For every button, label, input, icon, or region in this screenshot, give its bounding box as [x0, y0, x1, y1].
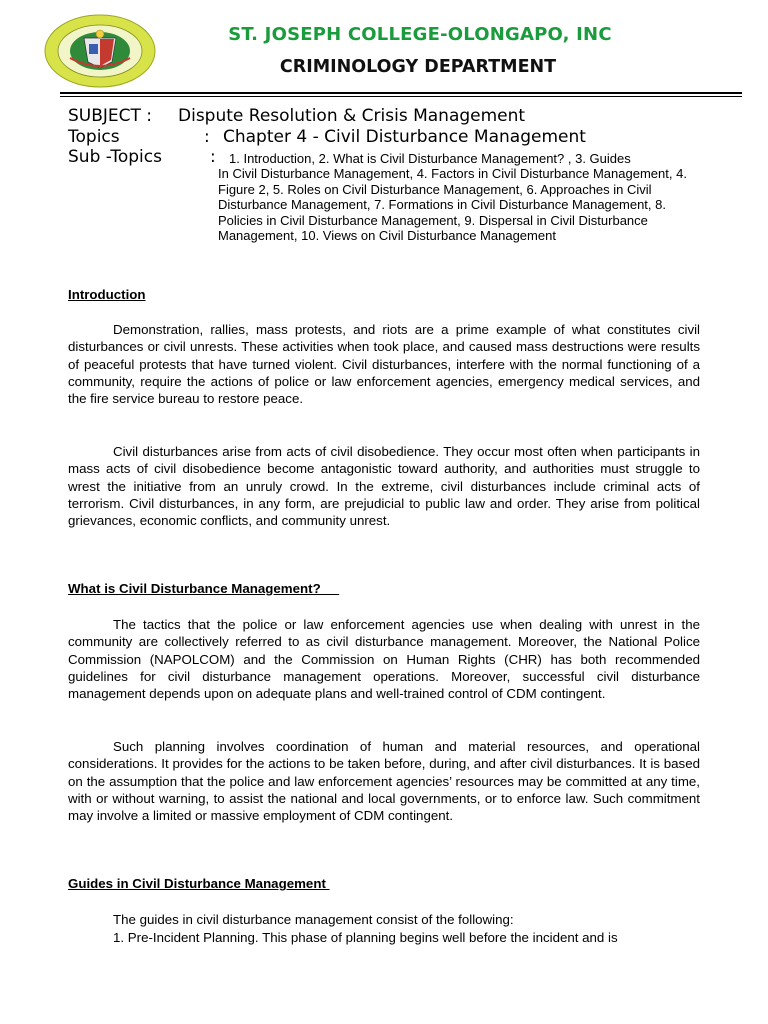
subject-value: Dispute Resolution & Crisis Management [178, 106, 526, 126]
subtopics-label: Sub -Topics [68, 147, 162, 167]
what-is-cdm-paragraph-1: The tactics that the police or law enforcement agencies use when dealing with unrest in the community are collectively referred to as civil disturbance management. Moreover, the National Police Commission (NAPOLCOM) and the Commission on Human Rights (CHR) has both recommended guidelines for civil disturbance management operations. Moreover, successful civil disturbance management depends upon on adequate plans and well-trained control of CDM contingent. [68, 617, 700, 702]
topics-value: Chapter 4 - Civil Disturbance Management [223, 127, 586, 147]
what-is-cdm-heading: What is Civil Disturbance Management? [68, 581, 340, 596]
what-is-cdm-paragraph-2: Such planning involves coordination of human and material resources, and operational considerations. It provides for the actions to be taken before, during, and after civil disturbances. It is based on the assumption that the police and law enforcement agencies’ resources may be committed at any time, with or without warning, to assist the national and local governments, or to enforce law. Such commitment may involve a limited or massive employment of CDM contingent. [68, 739, 700, 824]
header-rule-thin [60, 96, 742, 97]
topics-colon: : [204, 127, 210, 147]
header-rule-thick [60, 92, 742, 94]
guides-item-1: 1. Pre-Incident Planning. This phase of planning begins well before the incident and is [113, 930, 618, 945]
subtopics-list [218, 151, 708, 243]
college-name: ST. JOSEPH COLLEGE-OLONGAPO, INC [228, 24, 612, 45]
topics-label: Topics [68, 127, 120, 147]
subject-label: SUBJECT : [68, 106, 153, 126]
guides-intro: The guides in civil disturbance management consist of the following: [113, 912, 514, 927]
subtopics-colon: : [210, 147, 216, 167]
introduction-paragraph-2: Civil disturbances arise from acts of civil disobedience. They occur most often when participants in mass acts of civil disobedience become antagonistic toward authority, and authorities must struggle to wrest the initiative from an unruly crowd. In the extreme, civil disturbances include criminal acts of terrorism. Civil disturbances, in any form, are prejudicial to public law and order. They arise from political grievances, economic conflicts, and community unrest. [68, 444, 700, 529]
subtopics-first-line: 1. Introduction, 2. What is Civil Disturbance Management? , 3. Guides [229, 151, 631, 166]
guides-heading: Guides in Civil Disturbance Management [68, 876, 330, 891]
department-name: CRIMINOLOGY DEPARTMENT [279, 57, 557, 77]
document-header [0, 0, 768, 100]
introduction-paragraph-1: Demonstration, rallies, mass protests, and riots are a prime example of what constitutes civil disturbances or civil unrests. These activities when took place, and caused mass destructions were results of peaceful protests that have turned violent. Civil disturbances, interfere with the normal functioning of a community, require the actions of police or law enforcement agencies, emergency medical services, and the fire service bureau to restore peace. [68, 322, 700, 407]
introduction-heading: Introduction [68, 287, 146, 302]
subtopics-rest: In Civil Disturbance Management, 4. Factors in Civil Disturbance Management, 4. Figure 2, 5. Roles on Civil Disturbance Management, 6. Approaches in Civil Disturbance Management, 7. Formations in Civil Disturbance Management, 8. Policies in Civil Disturbance Management, 9. Dispersal in Civil Disturbance Management, 10. Views on Civil Disturbance Management [218, 166, 687, 244]
